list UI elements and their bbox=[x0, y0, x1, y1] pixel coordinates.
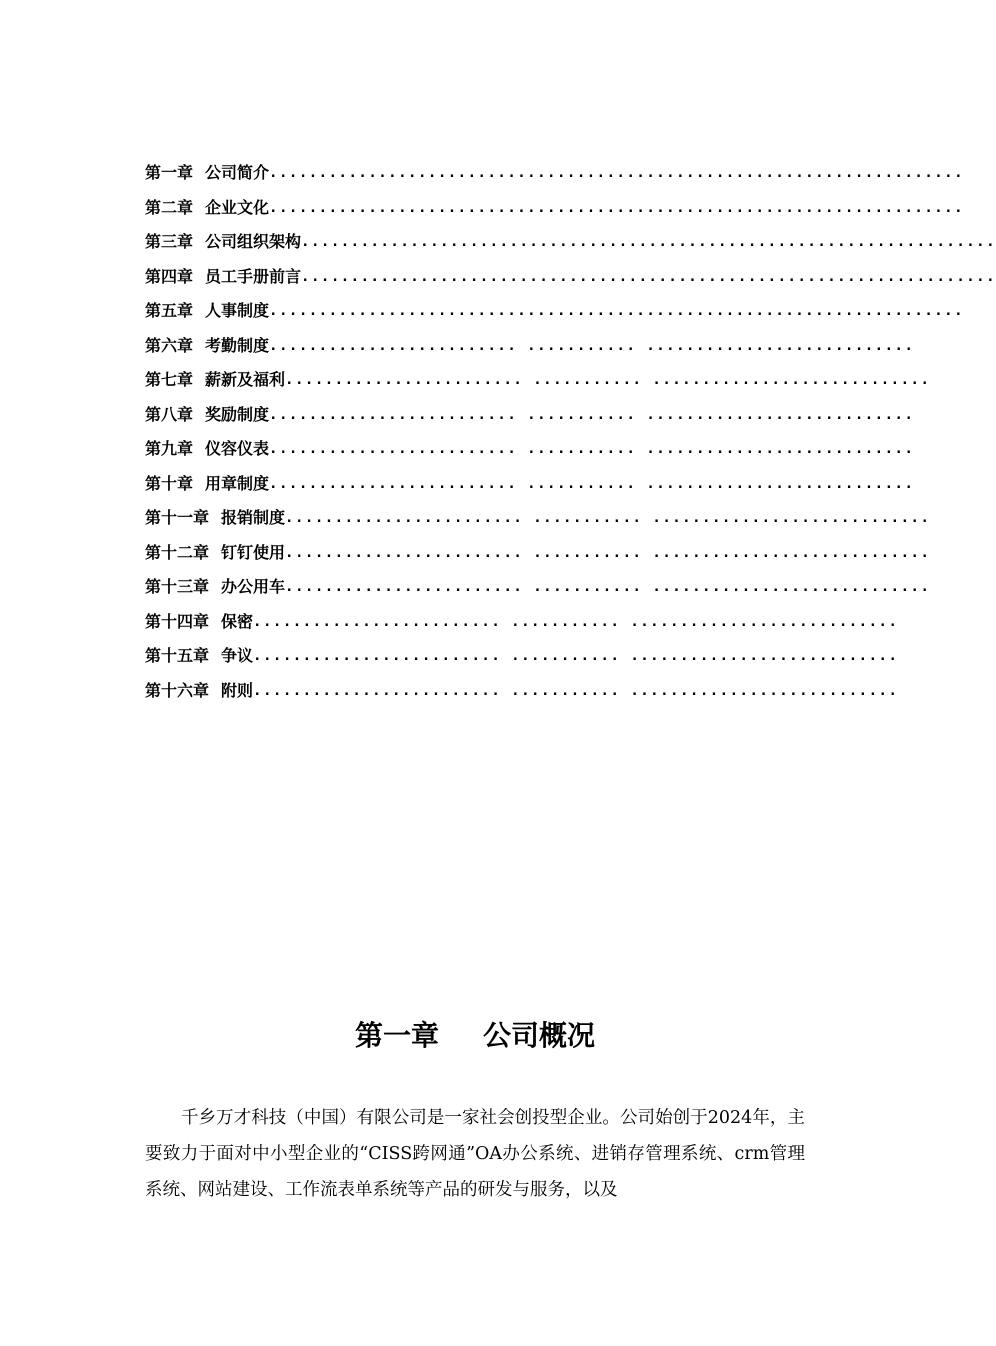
toc-entry[interactable] bbox=[145, 639, 899, 674]
toc-chapter-title: 公司简介 bbox=[205, 163, 270, 182]
toc-dot-leader: ......................... ........... ........................... bbox=[269, 475, 915, 492]
toc-entry[interactable] bbox=[145, 260, 996, 295]
toc-chapter-number: 第十四章 bbox=[145, 611, 210, 631]
toc-chapter-title: 员工手册前言 bbox=[205, 266, 302, 286]
toc-entry[interactable] bbox=[145, 191, 965, 226]
toc-chapter-title: 办公用车 bbox=[221, 577, 286, 596]
toc-chapter-number: 第十章 bbox=[145, 473, 194, 493]
toc-entry[interactable] bbox=[145, 501, 931, 536]
toc-dot-leader: ...................................................................... bbox=[269, 199, 965, 216]
toc-chapter-title: 奖励制度 bbox=[205, 404, 270, 424]
toc-chapter-title: 附则 bbox=[221, 680, 254, 700]
toc-chapter-number: 第五章 bbox=[145, 301, 194, 320]
toc-chapter-number: 第十一章 bbox=[145, 508, 210, 527]
chapter-heading bbox=[0, 1014, 950, 1058]
toc-chapter-title: 薪新及福利 bbox=[205, 370, 286, 389]
toc-dot-leader: ......................... ........... ........................... bbox=[269, 337, 915, 354]
toc-entry[interactable] bbox=[145, 467, 915, 502]
toc-dot-leader: ...................................................................... bbox=[301, 268, 996, 285]
toc-chapter-title: 企业文化 bbox=[205, 197, 270, 217]
toc-dot-leader: ........................ ........... ............................ bbox=[285, 372, 931, 388]
toc-dot-leader: ........................ ........... ............................ bbox=[285, 544, 931, 561]
toc-dot-leader: ......................... ........... ........................... bbox=[253, 613, 899, 630]
toc-chapter-title: 公司组织架构 bbox=[205, 232, 302, 251]
toc-chapter-number: 第十三章 bbox=[145, 577, 210, 596]
toc-entry[interactable] bbox=[145, 294, 965, 329]
toc-chapter-title: 保密 bbox=[221, 611, 254, 631]
toc-chapter-number: 第十二章 bbox=[145, 542, 210, 562]
table-of-contents bbox=[145, 156, 996, 708]
toc-chapter-title: 用章制度 bbox=[205, 473, 270, 493]
toc-dot-leader: ........................ ........... ............................ bbox=[285, 510, 931, 526]
toc-entry[interactable] bbox=[145, 156, 965, 191]
toc-dot-leader: ......................... ........... ........................... bbox=[269, 406, 915, 423]
toc-dot-leader: ...................................................................... bbox=[269, 165, 965, 181]
toc-entry[interactable] bbox=[145, 536, 931, 571]
toc-entry[interactable] bbox=[145, 605, 899, 640]
toc-dot-leader: ...................................................................... bbox=[269, 303, 965, 319]
toc-entry[interactable] bbox=[145, 225, 996, 260]
chapter-title: 公司概况 bbox=[483, 1019, 596, 1052]
toc-chapter-number: 第八章 bbox=[145, 404, 194, 424]
toc-chapter-number: 第十五章 bbox=[145, 646, 210, 665]
toc-chapter-number: 第十六章 bbox=[145, 680, 210, 700]
toc-entry[interactable] bbox=[145, 570, 931, 605]
company-intro-paragraph: 千乡万才科技（中国）有限公司是一家社会创投型企业。公司始创于2024年，主要致力于面对中小型企业的“CISS跨网通”OA办公系统、进销存管理系统、crm管理系统、网站建设、工作流表单系统等产品的研发与服务，以及 bbox=[145, 1107, 805, 1200]
toc-dot-leader: ......................... ........... ........................... bbox=[253, 682, 899, 699]
toc-entry[interactable] bbox=[145, 329, 915, 364]
toc-chapter-title: 争议 bbox=[221, 646, 254, 665]
toc-dot-leader: ......................... ........... ........................... bbox=[253, 648, 899, 664]
toc-entry[interactable] bbox=[145, 398, 915, 433]
toc-chapter-title: 考勤制度 bbox=[205, 335, 270, 355]
toc-dot-leader: ...................................................................... bbox=[301, 234, 996, 250]
toc-entry[interactable] bbox=[145, 432, 915, 467]
toc-chapter-number: 第一章 bbox=[145, 163, 194, 182]
toc-chapter-number: 第九章 bbox=[145, 439, 194, 458]
toc-chapter-title: 钉钉使用 bbox=[221, 542, 286, 562]
toc-chapter-number: 第二章 bbox=[145, 197, 194, 217]
toc-dot-leader: ........................ ........... ............................ bbox=[285, 579, 931, 595]
toc-entry[interactable] bbox=[145, 363, 931, 398]
toc-chapter-title: 人事制度 bbox=[205, 301, 270, 320]
toc-chapter-title: 仪容仪表 bbox=[205, 439, 270, 458]
toc-entry[interactable] bbox=[145, 674, 899, 709]
toc-chapter-number: 第三章 bbox=[145, 232, 194, 251]
toc-chapter-title: 报销制度 bbox=[221, 508, 286, 527]
toc-chapter-number: 第六章 bbox=[145, 335, 194, 355]
toc-chapter-number: 第七章 bbox=[145, 370, 194, 389]
toc-dot-leader: ......................... ........... ........................... bbox=[269, 441, 915, 457]
toc-chapter-number: 第四章 bbox=[145, 266, 194, 286]
chapter-number: 第一章 bbox=[354, 1019, 439, 1052]
